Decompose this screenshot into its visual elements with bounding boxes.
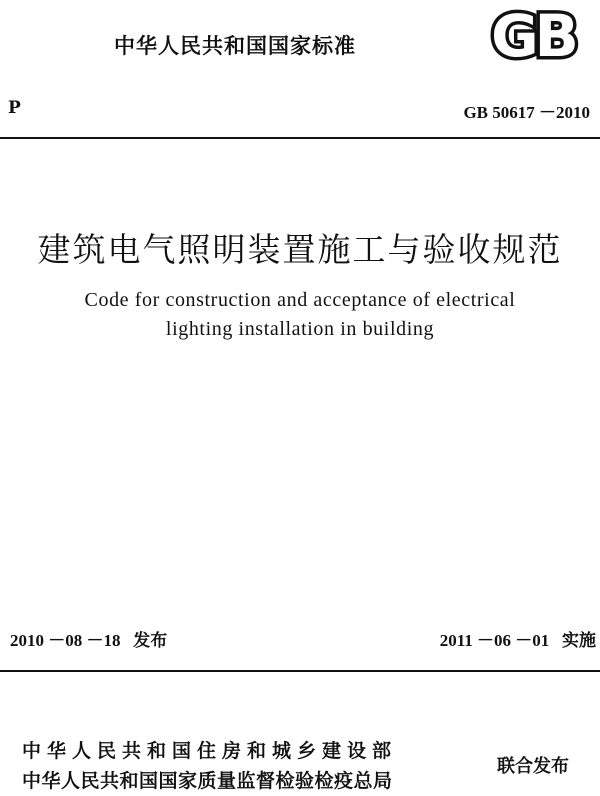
gb-logo bbox=[483, 6, 583, 62]
chinese-title: 建筑电气照明装置施工与验收规范 bbox=[37, 230, 563, 269]
issuer-aqsiq: 中华人民共和国国家质量监督检验检疫总局 bbox=[22, 770, 393, 792]
category-code: P bbox=[8, 98, 21, 118]
joint-release-label: 联合发布 bbox=[497, 756, 569, 777]
standard-number: GB 50617 －2010 bbox=[463, 103, 590, 122]
top-divider bbox=[0, 137, 600, 139]
issuer-ministry: 中华人民共和国住房和城乡建设部 bbox=[22, 740, 398, 762]
english-title-line-1: Code for construction and acceptance of electrical bbox=[84, 289, 516, 311]
header-title: 中华人民共和国国家标准 bbox=[114, 34, 356, 58]
english-title bbox=[0, 286, 600, 344]
issue-date: 2010 －08 －18 发布 bbox=[10, 631, 168, 650]
english-title-line-2: lighting installation in building bbox=[165, 318, 435, 340]
implementation-date: 2011 －06 －01 实施 bbox=[439, 631, 596, 650]
svg-text:GB: GB bbox=[491, 6, 575, 62]
bottom-divider bbox=[0, 670, 600, 672]
